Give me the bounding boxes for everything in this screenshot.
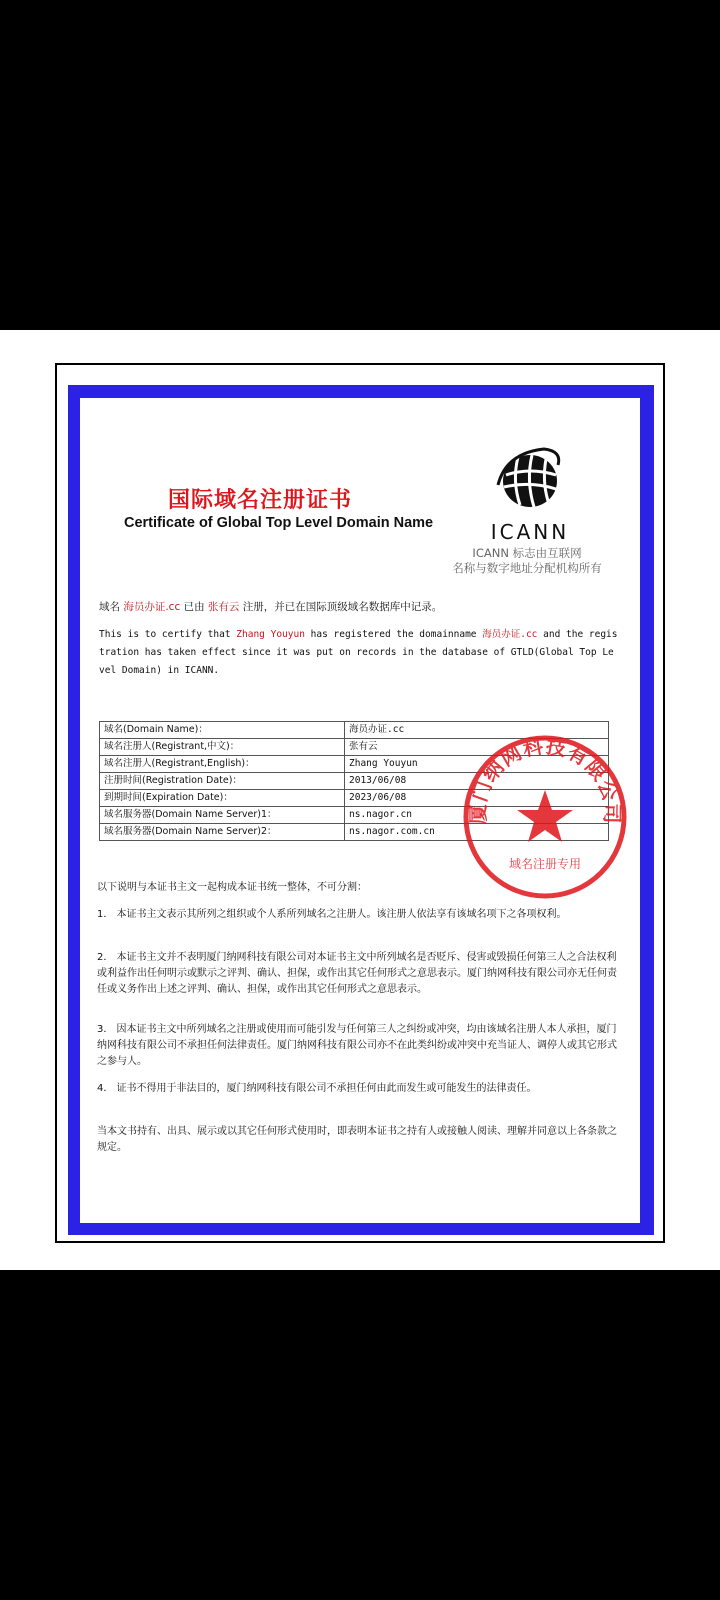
statement-en: [99, 626, 619, 680]
table-value: 2023/06/08: [345, 790, 609, 807]
table-label: 域名服务器(Domain Name Server)1：: [100, 807, 345, 824]
terms-item-1: 1． 本证书主文表示其所列之组织或个人系所列域名之注册人。该注册人依法享有该域名项下之各项权利。: [97, 909, 567, 920]
certificate-title-en: Certificate of Global Top Level Domain Name: [124, 515, 434, 531]
terms-intro: 以下说明与本证书主文一起构成本证书统一整体，不可分割：: [97, 882, 367, 893]
certificate-title-cn: 国际域名注册证书: [168, 488, 353, 513]
table-label: 到期时间(Expiration Date)：: [100, 790, 345, 807]
table-label: 注册时间(Registration Date)：: [100, 773, 345, 790]
icann-caption-line1: ICANN 标志由互联网: [472, 546, 582, 560]
table-label: 域名注册人(Registrant,中文)：: [100, 739, 345, 756]
table-value: 海员办证.cc: [345, 722, 609, 739]
table-label: 域名(Domain Name)：: [100, 722, 345, 739]
statement-cn-registrant: 张有云: [207, 601, 240, 613]
table-value: 2013/06/08: [345, 773, 609, 790]
table-value: ns.nagor.com.cn: [345, 824, 609, 841]
seal-star-icon: [517, 790, 573, 842]
statement-en-registrant: Zhang Youyun: [236, 629, 305, 640]
icann-caption-line2: 名称与数字地址分配机构所有: [452, 561, 602, 575]
terms-item-2: 2． 本证书主文并不表明厦门纳网科技有限公司对本证书主文中所列域名是否贬斥、侵害或毁损任何第三人之合法权利或利益作出任何明示或默示之评判、确认、担保，或作出其它任何形式之意思表示。厦门纳网科技有限公司亦无任何责任或义务作出上述之评判、确认、担保，或作出其它任何形式之意思表示。: [97, 952, 617, 995]
table-value: 张有云: [345, 739, 609, 756]
statement-en-part2: has registered the domainname: [304, 629, 483, 640]
terms-item-3: 3． 因本证书主文中所列域名之注册或使用而可能引发与任何第三人之纠纷或冲突，均由该域名注册人本人承担，厦门纳网科技有限公司不承担任何法律责任。厦门纳网科技有限公司亦不在此类纠纷或冲突中充当证人、调停人或其它形式之参与人。: [97, 1024, 617, 1067]
statement-en-domain: 海员办证.cc: [482, 629, 538, 640]
table-label: 域名服务器(Domain Name Server)2：: [100, 824, 345, 841]
company-seal-stamp: [460, 732, 630, 902]
statement-cn-suffix: 注册，并已在国际顶级域名数据库中记录。: [242, 601, 443, 613]
terms-item-4: 4． 证书不得用于非法目的，厦门纳网科技有限公司不承担任何由此而发生或可能发生的法律责任。: [97, 1083, 537, 1094]
statement-en-part1: This is to certify that: [99, 629, 237, 640]
seal-purpose-text: 域名注册专用: [508, 857, 582, 871]
statement-cn: [99, 599, 442, 614]
terms-closing: 当本文书持有、出具、展示或以其它任何形式使用时，即表明本证书之持有人或接触人阅读、理解并同意以上各条款之规定。: [97, 1126, 617, 1153]
table-value: Zhang Youyun: [345, 756, 609, 773]
table-label: 域名注册人(Registrant,English)：: [100, 756, 345, 773]
statement-cn-prefix: 域名: [99, 601, 120, 613]
statement-cn-mid: 已由: [183, 601, 205, 613]
icann-wordmark: ICANN: [490, 520, 570, 544]
seal-company-text: 厦门纳网科技有限公司: [465, 733, 625, 825]
table-value: ns.nagor.cn: [345, 807, 609, 824]
statement-en-part3: and the registration has taken effect since it was put on records in the database of GTLD(Global Top Level Domain) in ICANN.: [99, 629, 618, 676]
icann-caption: [438, 546, 616, 576]
icann-globe-icon: [496, 445, 564, 513]
statement-cn-domain: 海员办证.cc: [123, 601, 181, 613]
